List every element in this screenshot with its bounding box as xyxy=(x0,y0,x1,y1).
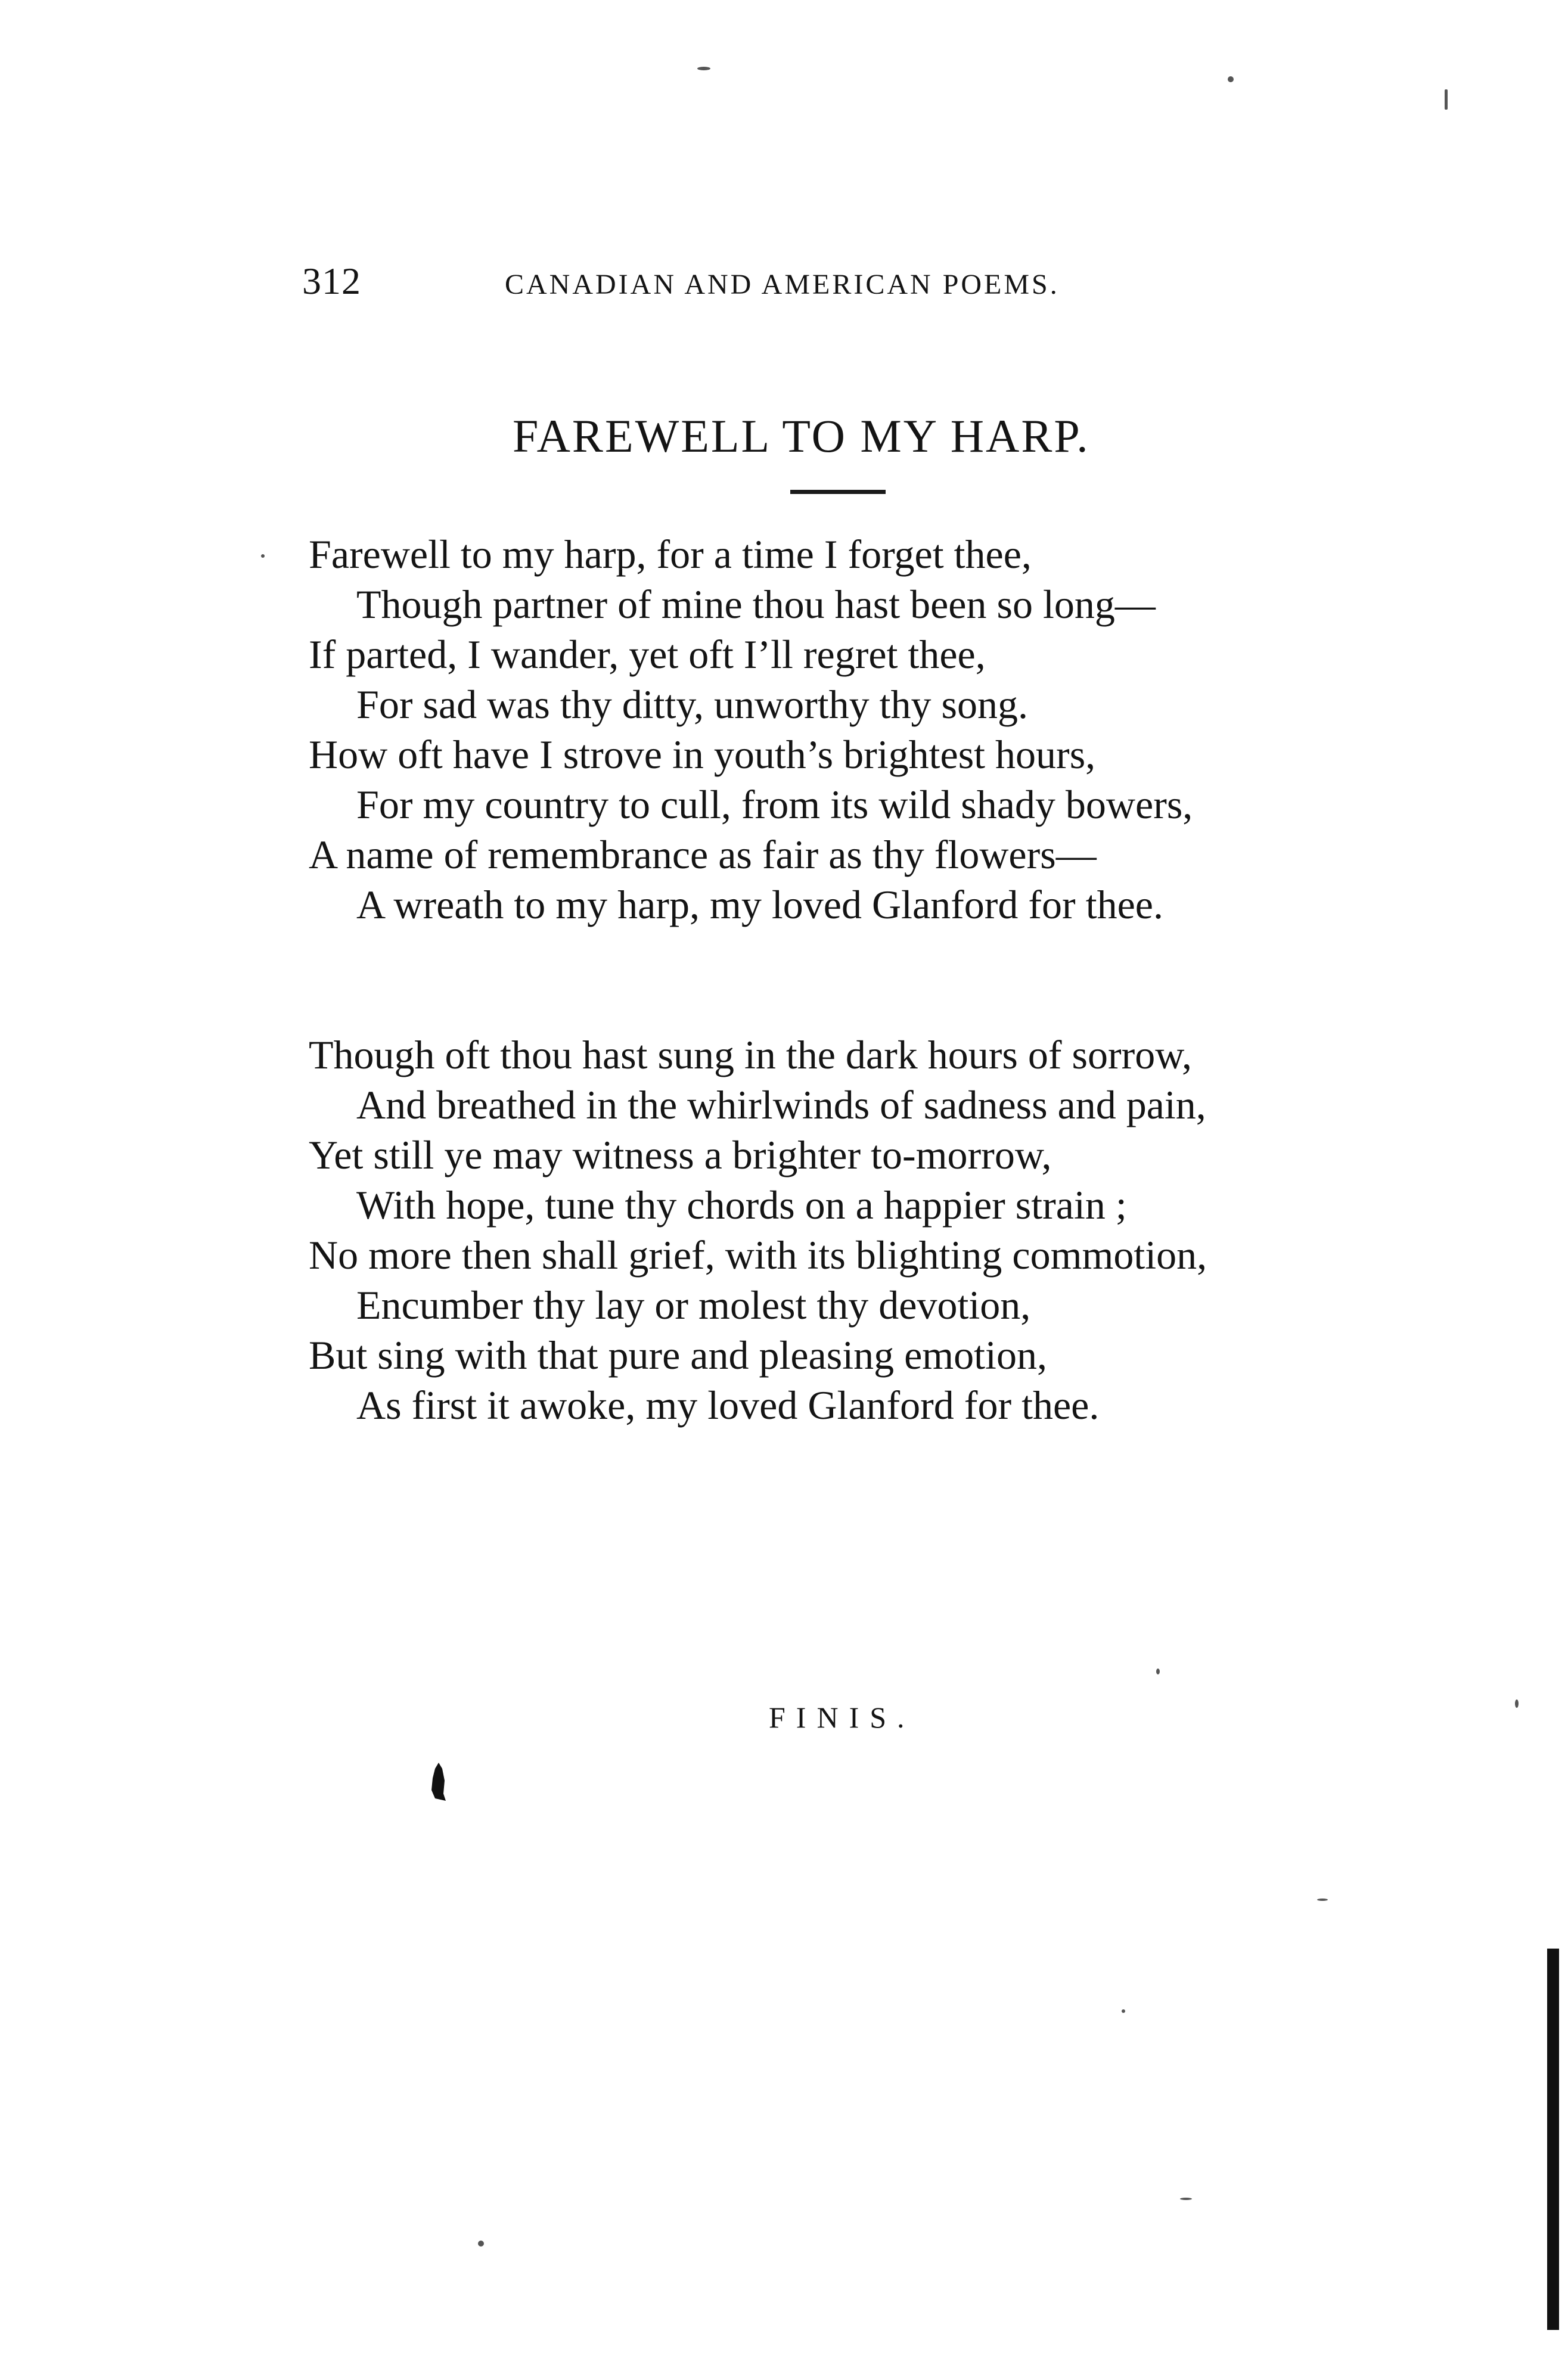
poem-line: A wreath to my harp, my loved Glanford for thee. xyxy=(356,882,1163,927)
poem-line: No more then shall grief, with its blighting commotion, xyxy=(309,1232,1207,1278)
scan-margin-bar xyxy=(1547,1949,1559,2330)
scan-speck xyxy=(1515,1699,1519,1708)
poem-line: With hope, tune thy chords on a happier strain ; xyxy=(356,1182,1127,1228)
poem-line: Yet still ye may witness a brighter to-morrow, xyxy=(309,1132,1052,1177)
poem-title: FAREWELL TO MY HARP. xyxy=(513,410,1090,462)
running-head-title: CANADIAN AND AMERICAN POEMS. xyxy=(505,269,1060,300)
scan-speck xyxy=(1317,1899,1328,1901)
poem-line: Encumber thy lay or molest thy devotion, xyxy=(356,1282,1031,1328)
title-rule xyxy=(790,490,886,494)
poem-line: For my country to cull, from its wild shady bowers, xyxy=(356,782,1193,827)
poem-line: And breathed in the whirlwinds of sadness and pain, xyxy=(356,1082,1206,1127)
scan-speck xyxy=(261,554,265,558)
poem-line: If parted, I wander, yet oft I’ll regret thee, xyxy=(309,632,986,677)
stanza-2 xyxy=(309,1030,1441,1430)
page-number: 312 xyxy=(302,260,361,302)
scan-speck xyxy=(1156,1669,1160,1674)
scan-speck xyxy=(1228,76,1234,82)
poem-line: As first it awoke, my loved Glanford for thee. xyxy=(356,1382,1100,1428)
poem-line: Though partner of mine thou hast been so long— xyxy=(356,582,1156,627)
scan-speck xyxy=(1445,89,1448,110)
running-head xyxy=(302,257,1232,305)
poem-line: Farewell to my harp, for a time I forget thee, xyxy=(309,532,1032,577)
scan-speck xyxy=(1180,2198,1192,2200)
poem-line: A name of remembrance as fair as thy flowers— xyxy=(309,832,1097,877)
scan-speck xyxy=(1122,2009,1125,2013)
ink-blot-mark xyxy=(430,1763,446,1801)
stanza-1 xyxy=(309,529,1441,930)
poem-line: Though oft thou hast sung in the dark hours of sorrow, xyxy=(309,1032,1192,1077)
scan-speck xyxy=(478,2241,484,2247)
scan-speck xyxy=(697,67,710,70)
poem-line: But sing with that pure and pleasing emotion, xyxy=(309,1332,1047,1378)
poem-line: For sad was thy ditty, unworthy thy song. xyxy=(356,682,1029,727)
finis-end-mark: FINIS. xyxy=(769,1701,915,1734)
poem-line: How oft have I strove in youth’s brightest hours, xyxy=(309,732,1096,777)
